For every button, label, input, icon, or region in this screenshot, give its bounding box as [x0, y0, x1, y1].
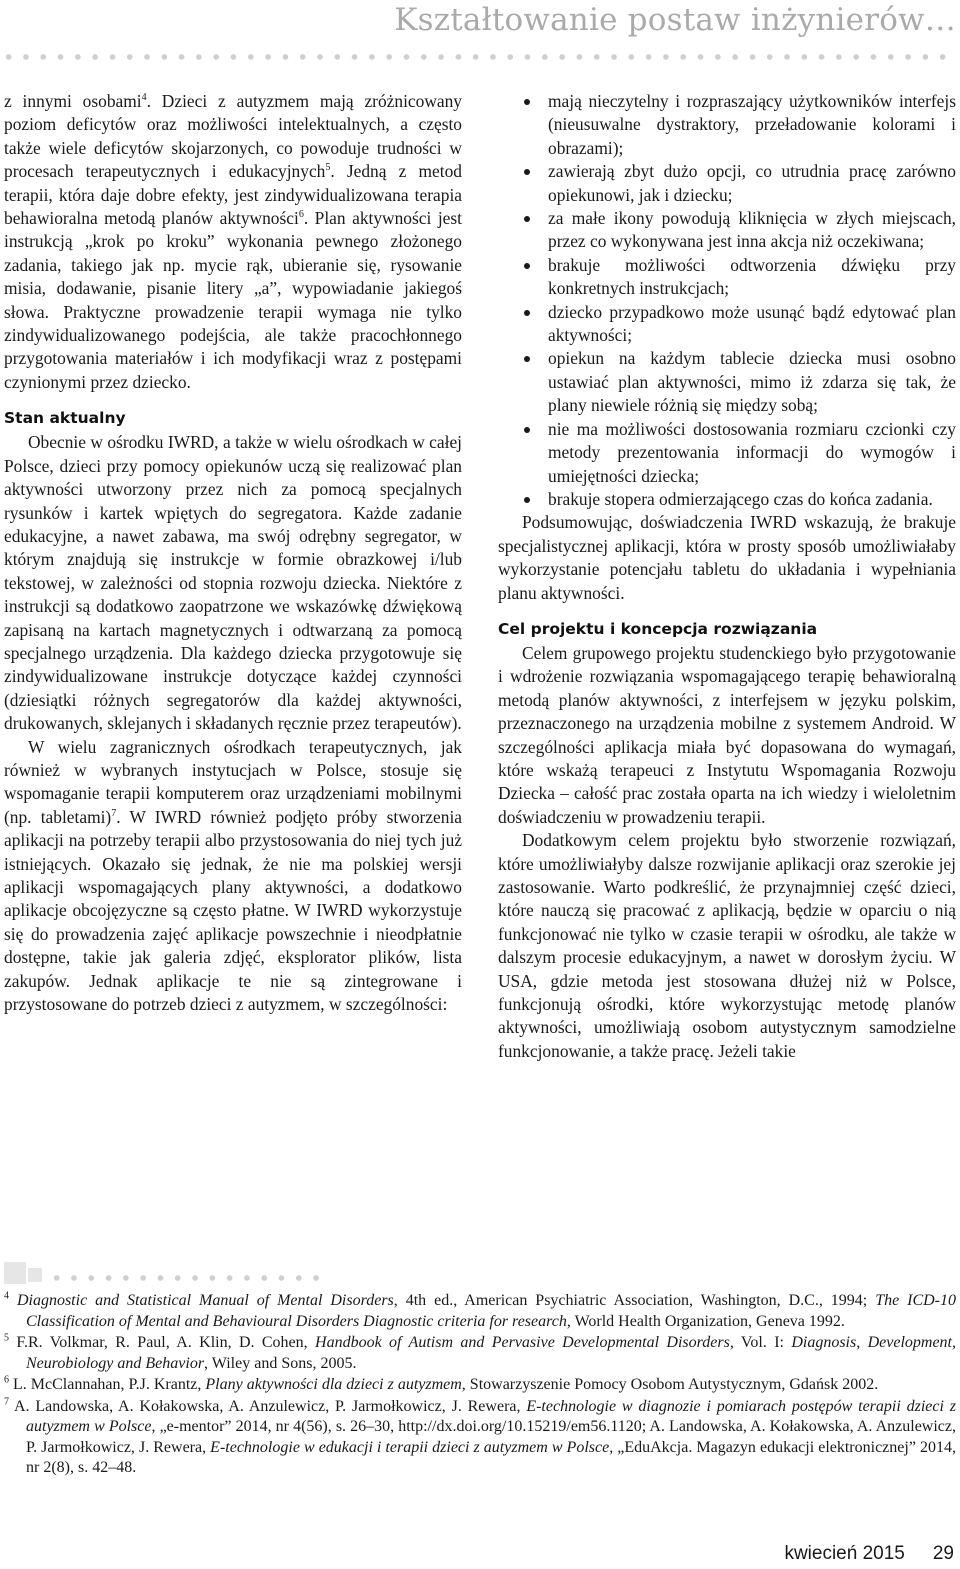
- footnote-ref: 7: [4, 1396, 9, 1408]
- text-run: , World Health Organization, Geneva 1992.: [566, 1312, 845, 1330]
- footnote-6: [4, 1375, 956, 1396]
- text-run: A. Landowska, A. Kołakowska, A. Anzulewicz, P. Jarmołkowicz, J. Rewera,: [9, 1397, 527, 1415]
- list-item: nie ma możliwości dostosowania rozmiaru czcionki czy metody prezentowania informacji do wymogów i umiejętności dziecka;: [498, 418, 956, 488]
- separator-square: [4, 1262, 26, 1284]
- footnotes: [4, 1291, 956, 1480]
- italic-title: E-technologie w edukacji i terapii dzieci z autyzmem w Polsce: [210, 1438, 610, 1456]
- text-run: , Wiley and Sons, 2005.: [204, 1354, 357, 1372]
- list-item: mają nieczytelny i rozpraszający użytkowników interfejs (nieusuwalne dystraktory, przeładowanie kolorami i obrazami);: [498, 90, 956, 160]
- text-run: , Stowarzyszenie Pomocy Osobom Autystycznym, Gdańsk 2002.: [461, 1376, 879, 1393]
- paragraph-summary: Podsumowując, doświadczenia IWRD wskazują, że brakuje specjalistycznej aplikacji, która w prosty sposób umożliwiałaby wykorzystanie potencjału tabletu do układania i wypełniania planu aktywności.: [498, 512, 956, 603]
- text-run: . Jedną z metod terapii, która daje dobre efekty, jest zindywidualizowana terapia behawioralna metodą planów aktywności: [4, 161, 462, 229]
- left-column: [4, 90, 462, 1016]
- page-footer: [784, 1543, 954, 1565]
- footnote-4: [4, 1291, 956, 1332]
- italic-title: Handbook of Autism and Pervasive Developmental Disorders: [315, 1334, 730, 1351]
- italic-title: E-technologie w diagnozie i pomiarach postępów terapii dzieci z autyzmem w Polsce: [26, 1397, 956, 1435]
- page-number: 29: [932, 1543, 954, 1564]
- text-run: . W IWRD również podjęto próby stworzenia aplikacji na potrzeby terapii albo przystosowania do niej tych już istniejących. Okazało się jednak, że nie ma polskiej wersji aplikacji wspomagających plany aktywności, a dodatkowo aplikacje obcojęzyczne są często płatne. W IWRD wykorzystuje się do prowadzenia zajęć aplikacje powszechnie i nieodpłatnie dostępne, takie jak galeria zdjęć, eksplorator plików, lista zakupów. Jednak aplikacje te nie są zintegrowane i przystosowane do potrzeb dzieci z autyzmem, w szczególności:: [4, 806, 462, 1015]
- header-dot-rule: [0, 53, 956, 61]
- list-item: brakuje stopera odmierzającego czas do końca zadania.: [498, 488, 956, 511]
- text-run: z innymi osobami: [4, 91, 142, 111]
- text-run: . Plan aktywności jest instrukcją „krok po kroku” wykonania pewnego złożonego zadania, takiego jak np. mycie rąk, ubieranie się, rysowanie misia, dodawanie, pisanie litery „a”, wypowiadanie jakiegoś słowa. Praktyczne prowadzenie terapii wymaga nie tylko zindywidualizowanego podejścia, ale także pracochłonnego przygotowania materiałów i ich modyfikacji wraz z postępami czynionymi przez dziecko.: [4, 208, 462, 392]
- italic-title: Plany aktywności dla dzieci z autyzmem: [205, 1376, 462, 1393]
- text-run: Obecnie w ośrodku IWRD, a także w wielu ośrodkach w całej Polsce, dzieci przy pomocy opiekunów uczą się realizować plan aktywności utworzony przez nich za pomocą specjalnych rysunków i kartek wpiętych do segregatora. Każde zadanie edukacyjne, a nawet zabawa, ma swój odrębny segregator, w którym znajdują się instrukcje w formie obrazkowej i/lub tekstowej, w zależności od stopnia rozwoju dziecka. Niektóre z instrukcji są dodatkowo zaopatrzone we wskazówkę dźwiękową zapisaną na kartach magnetycznych i odtwarzaną za pomocą specjalnego urządzenia. Dla każdego dziecka przygotowuje się zindywidualizowane instrukcje dotyczące każdej czynności (dziesiątki różnych segregatorów dla każdej aktywności, drukowanych, sklejanych i składanych ręcznie przez terapeutów).: [4, 432, 462, 734]
- footnote-ref: 4: [4, 1290, 9, 1302]
- text-run: , 4th ed., American Psychiatric Association, Washington, D.C., 1994;: [393, 1292, 876, 1309]
- list-item: zawierają zbyt dużo opcji, co utrudnia pracę zarówno opiekunowi, jak i dziecku;: [498, 160, 956, 207]
- running-title: Kształtowanie postaw inżynierów…: [394, 2, 956, 38]
- footnote-ref: 7: [111, 807, 117, 819]
- text-run: [9, 1292, 17, 1309]
- footnote-separator: [4, 1262, 324, 1286]
- list-item: za małe ikony powodują kliknięcia w złych miejscach, przez co wykonywana jest inna akcja niż oczekiwana;: [498, 207, 956, 254]
- paragraph-project-goal: Celem grupowego projektu studenckiego było przygotowanie i wdrożenie rozwiązania wspomagającego terapię behawioralną metodą planów aktywności, z interfejsem w języku polskim, przeznaczonego na urządzenia mobilne z systemem Android. W szczególności aplikacja miała być dopasowana do wymagań, które wskażą terapeuci z Instytutu Wspomagania Rozwoju Dziecka – całość prac została oparta na ich wiedzy i wieloletnim doświadczeniu w prowadzeniu terapii.: [498, 642, 956, 827]
- footnote-5: [4, 1333, 956, 1374]
- section-heading-current-state: Stan aktualny: [4, 409, 126, 428]
- section-heading-project-goal: Cel projektu i koncepcja rozwiązania: [498, 619, 818, 638]
- footnote-ref: 6: [4, 1374, 9, 1386]
- issue-date: kwiecień 2015: [784, 1543, 905, 1564]
- footnote-7: [4, 1397, 956, 1479]
- footnote-ref: 4: [141, 92, 147, 104]
- paragraph-foreign-centers: [4, 736, 462, 1017]
- text-run: F.R. Volkmar, R. Paul, A. Klin, D. Cohen,: [9, 1334, 316, 1351]
- text-run: , „EduAkcja. Magazyn edukacji elektronicznej” 2014, nr 2(8), s. 42–48.: [26, 1438, 956, 1476]
- italic-title: Diagnostic and Statistical Manual of Mental Disorders: [16, 1292, 394, 1309]
- paragraph-autism-therapy: [4, 90, 462, 394]
- footnote-ref: 5: [325, 162, 331, 174]
- list-item: dziecko przypadkowo może usunąć bądź edytować plan aktywności;: [498, 301, 956, 348]
- footnote-ref: 6: [298, 209, 304, 221]
- text-run: , „e-mentor” 2014, nr 4(56), s. 26–30, http://dx.doi.org/10.15219/em56.1120; A. Landowska, A. Kołakowska, A. Anzulewicz, P. Jarmołkowicz, J. Rewera,: [26, 1418, 956, 1456]
- footnote-ref: 5: [4, 1332, 9, 1344]
- bullet-list-app-problems: [498, 90, 956, 511]
- text-run: W wielu zagranicznych ośrodkach terapeutycznych, jak również w wybranych instytucjach w Polsce, stosuje się wspomaganie terapii komputerem oraz urządzeniami mobilnymi (np. tabletami): [4, 736, 462, 827]
- right-column: [498, 90, 956, 1063]
- text-run: . Dzieci z autyzmem mają zróżnicowany poziom deficytów oraz możliwości intelektualnych, a często także wiele deficytów skojarzonych, co powoduje trudności w procesach terapeutycznych i edukacyjnych: [4, 91, 462, 182]
- separator-square-small: [28, 1268, 42, 1282]
- footnote-dot-rule: [48, 1274, 328, 1282]
- list-item: opiekun na każdym tablecie dziecka musi osobno ustawiać plan aktywności, mimo iż zdarza się tak, że plany niewiele różnią się między sobą;: [498, 347, 956, 417]
- text-run: L. McClannahan, P.J. Krantz,: [9, 1376, 206, 1393]
- italic-title: The ICD-10 Classification of Mental and Behavioural Disorders Diagnostic criteria for research: [26, 1292, 957, 1330]
- text-run: , Vol. I:: [729, 1334, 792, 1351]
- paragraph-additional-goal: Dodatkowym celem projektu było stworzenie rozwiązań, które umożliwiałyby dalsze rozwijanie aplikacji oraz szerokie jej zastosowanie. Warto podkreślić, że przynajmniej część dzieci, które nauczą się pracować z aplikacją, będzie w oparciu o nią funkcjonować nie tylko w czasie terapii w ośrodku, ale także w dalszym procesie edukacyjnym, a nawet w dorosłym życiu. W USA, gdzie metoda jest stosowana dłużej niż w Polsce, funkcjonują ośrodki, które wykorzystując metodę planów aktywności, umożliwiają osobom autystycznym samodzielne funkcjonowanie, a także pracę. Jeżeli takie: [498, 830, 956, 1061]
- italic-title: Diagnosis, Development, Neurobiology and Behavior: [26, 1334, 956, 1372]
- list-item: brakuje możliwości odtworzenia dźwięku przy konkretnych instrukcjach;: [498, 254, 956, 301]
- paragraph-current-state: [4, 431, 462, 735]
